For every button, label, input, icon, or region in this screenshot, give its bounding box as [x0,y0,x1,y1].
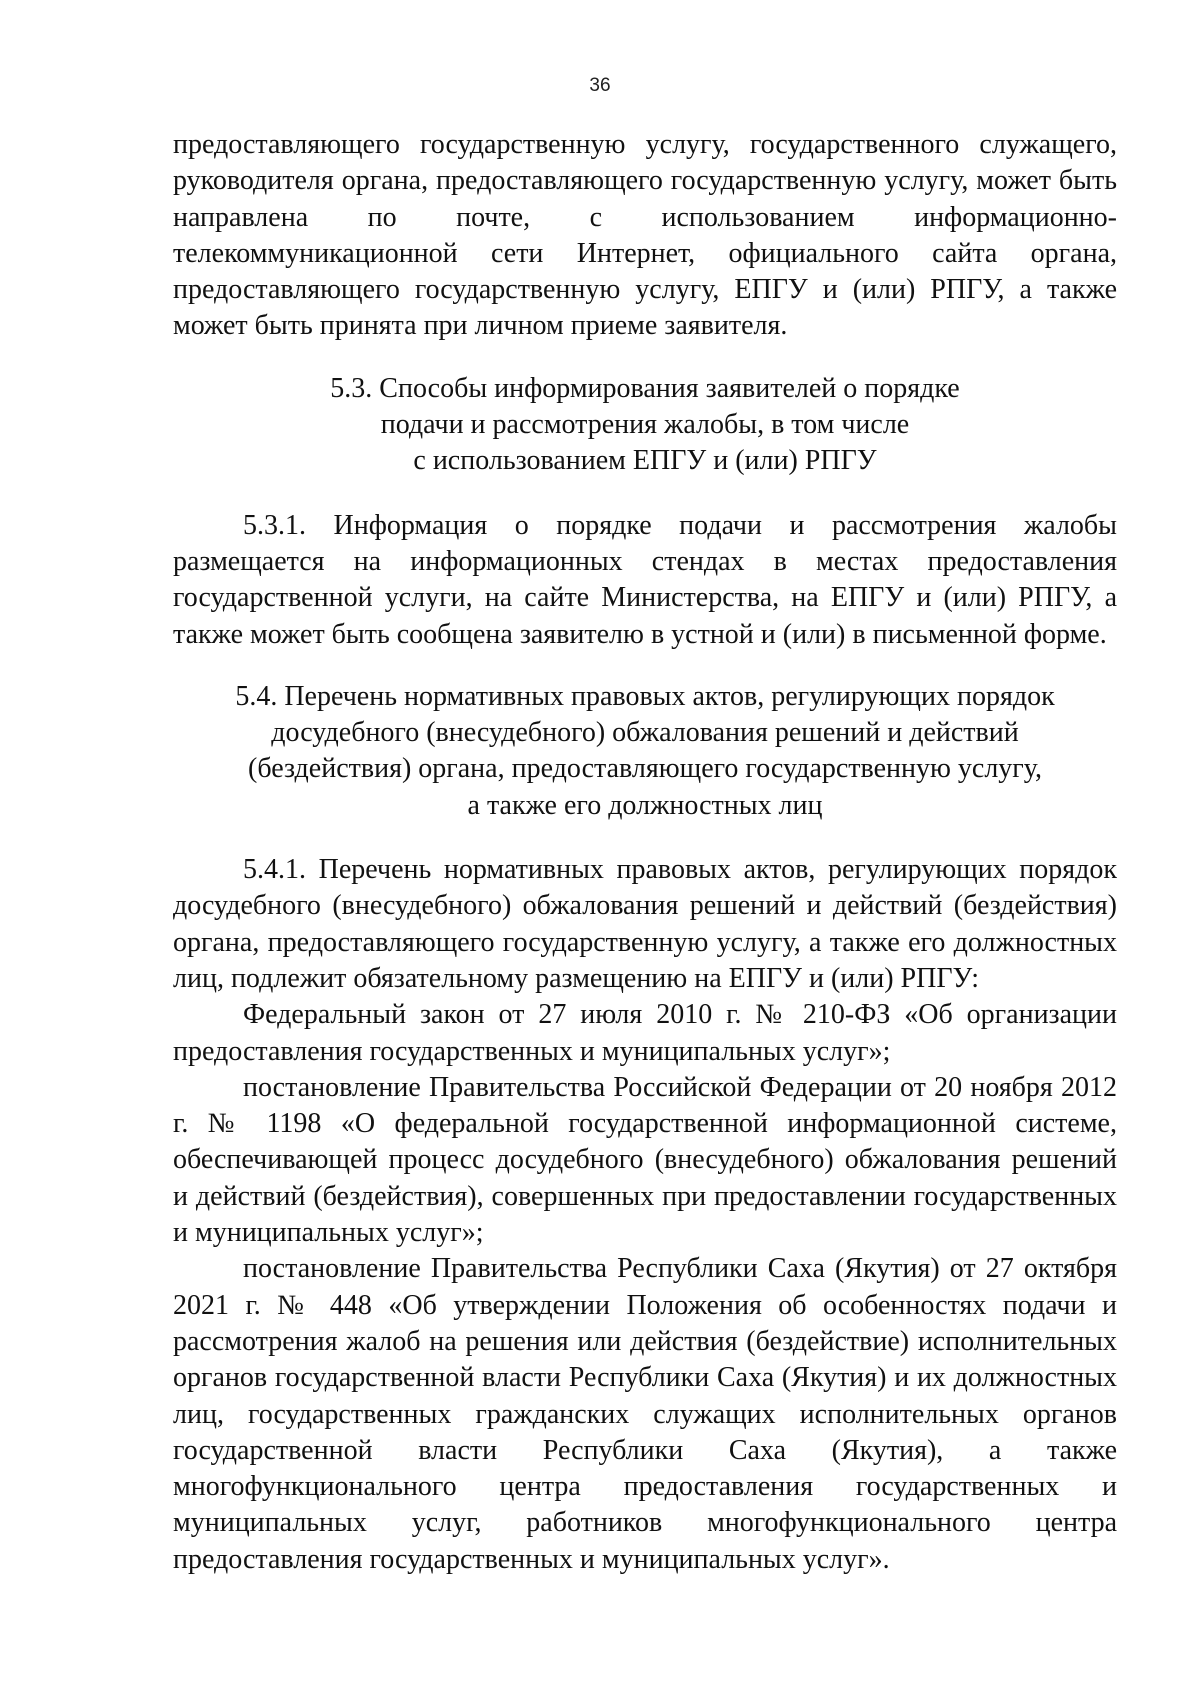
law-item-government-1198: постановление Правительства Российской Федерации от 20 ноября 2012 г. № 1198 «О федеральной государственной информационной системе, обеспечивающей процесс досудебного (внесудебного) обжалования решений и действий (бездействия), совершенных при предоставлении государственных и муниципальных услуг»; [173,1071,1117,1249]
section-heading-5-3 [173,371,1117,480]
law-item-federal-210: Федеральный закон от 27 июля 2010 г. № 210-ФЗ «Об организации предоставления государственных и муниципальных услуг»; [173,999,1117,1067]
section-heading-5-4 [173,679,1117,824]
heading-line: а также его должностных лиц [467,789,823,821]
heading-line: (бездействия) органа, предоставляющего государственную услугу, [248,753,1042,785]
paragraph-5-3-1: 5.3.1. Информация о порядке подачи и рассмотрения жалобы размещается на информационных стендах в местах предоставления государственной услуги, на сайте Министерства, на ЕПГУ и (или) РПГУ, а также может быть сообщена заявителю в устной и (или) в письменной форме. [173,509,1117,650]
heading-line: 5.4. Перечень нормативных правовых актов, регулирующих порядок [235,680,1055,712]
law-item-sakha-448: постановление Правительства Республики Саха (Якутия) от 27 октября 2021 г. № 448 «Об утверждении Положения об особенностях подачи и рассмотрения жалоб на решения или действия (бездействие) исполнительных органов государственной власти Республики Саха (Якутия) и их должностных лиц, государственных гражданских служащих исполнительных органов государственной власти Республики Саха (Якутия), а также многофункционального центра предоставления государственных и муниципальных услуг, работников многофункционального центра предоставления государственных и муниципальных услуг». [173,1253,1117,1575]
paragraph-continuation: предоставляющего государственную услугу, государственного служащего, руководителя органа, предоставляющего государственную услугу, может быть направлена по почте, с использованием информационно-телекоммуникационной сети Интернет, официального сайта органа, предоставляющего государственную услугу, ЕПГУ и (или) РПГУ, а также может быть принята при личном приеме заявителя. [173,129,1117,342]
heading-line: 5.3. Способы информирования заявителей о порядке [330,372,960,404]
heading-line: с использованием ЕПГУ и (или) РПГУ [413,445,877,477]
heading-line: досудебного (внесудебного) обжалования решений и действий [271,717,1019,749]
paragraph-5-4-1: 5.4.1. Перечень нормативных правовых актов, регулирующих порядок досудебного (внесудебного) обжалования решений и действий (бездействия) органа, предоставляющего государственную услугу, а также его должностных лиц, подлежит обязательному размещению на ЕПГУ и (или) РПГУ: [173,854,1117,994]
heading-line: подачи и рассмотрения жалобы, в том числе [380,409,910,441]
document-body [173,127,1117,1578]
page-number: 36 [589,75,611,96]
